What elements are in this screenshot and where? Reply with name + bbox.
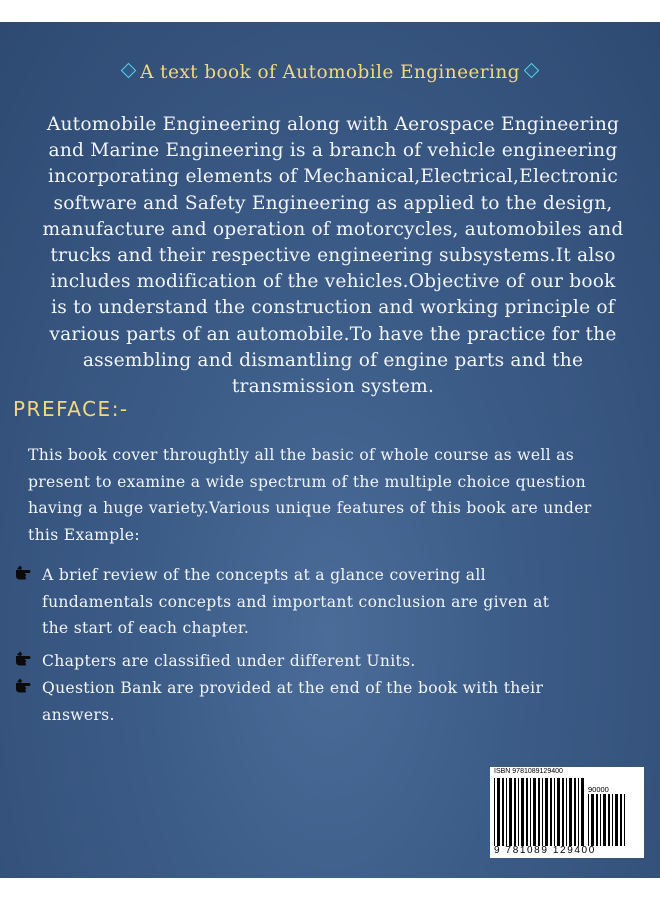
barcode-bar xyxy=(550,778,552,846)
barcode-bar xyxy=(612,794,613,846)
pointing-hand-icon xyxy=(16,678,38,694)
intro-line: is to understand the construction and working principle of xyxy=(51,297,615,319)
bullet-line: A brief review of the concepts at a glance covering all xyxy=(42,566,486,584)
feature-bullet xyxy=(20,675,620,728)
barcode-bar xyxy=(600,794,601,846)
feature-bullet xyxy=(20,648,620,675)
barcode-bar xyxy=(542,778,543,846)
barcode-bar xyxy=(526,778,528,846)
barcode-bar xyxy=(574,778,576,846)
barcode-bar xyxy=(581,778,584,846)
barcode-bar xyxy=(608,794,610,846)
diamond-icon xyxy=(524,63,540,79)
barcode-bar xyxy=(494,778,495,846)
book-title-text: A text book of Automobile Engineering xyxy=(140,62,520,83)
barcode-bars xyxy=(494,778,586,846)
price-barcode-bars xyxy=(588,794,628,846)
barcode-bar xyxy=(557,778,560,846)
intro-line: various parts of an automobile.To have the practice for the xyxy=(49,323,617,345)
barcode-bar xyxy=(578,778,579,846)
barcode-bar xyxy=(591,794,594,846)
intro-line: assembling and dismantling of engine parts and the xyxy=(82,349,584,371)
bullet-line: Question Bank are provided at the end of the book with their xyxy=(42,679,544,697)
barcode-bar xyxy=(588,794,589,846)
bullet-line: fundamentals concepts and important conclusion are given at xyxy=(42,592,550,611)
intro-paragraph xyxy=(30,112,636,400)
preface-line: This book cover throughtly all the basic of whole course as well as xyxy=(28,446,575,464)
price-code: 90000 xyxy=(588,785,609,794)
barcode-bar xyxy=(603,794,606,846)
feature-bullet xyxy=(20,562,620,642)
barcode-bar xyxy=(538,778,540,846)
barcode-bar xyxy=(521,778,524,846)
pointing-hand-icon xyxy=(16,651,38,667)
barcode-bar xyxy=(502,778,504,846)
bullet-line: answers. xyxy=(42,705,115,724)
preface-heading: PREFACE:- xyxy=(13,397,129,421)
intro-line: manufacture and operation of motorcycles, automobiles and xyxy=(42,218,624,240)
barcode-bar xyxy=(566,778,567,846)
preface-line: this Example: xyxy=(28,525,140,544)
isbn-label: ISBN 9781089129400 xyxy=(494,768,563,775)
isbn-barcode xyxy=(490,767,644,858)
intro-line: incorporating elements of Mechanical,Electrical,Electronic xyxy=(48,166,618,188)
intro-line: trucks and their respective engineering subsystems.It also xyxy=(50,245,616,267)
barcode-bar xyxy=(620,794,622,846)
barcode-bar xyxy=(509,778,512,846)
bullet-line: Chapters are classified under different Units. xyxy=(42,652,416,670)
pointing-hand-icon xyxy=(16,565,38,581)
barcode-bar xyxy=(530,778,531,846)
preface-line: present to examine a wide spectrum of the multiple choice question xyxy=(28,472,586,491)
barcode-bar xyxy=(615,794,618,846)
intro-line: transmission system. xyxy=(231,376,435,398)
barcode-bar xyxy=(569,778,572,846)
barcode-bar xyxy=(514,778,516,846)
intro-line: Automobile Engineering along with Aerospace Engineering xyxy=(46,114,620,135)
bullet-line: the start of each chapter. xyxy=(42,619,250,637)
diamond-icon xyxy=(121,63,137,79)
barcode-bar xyxy=(506,778,507,846)
intro-line: software and Safety Engineering as applied to the design, xyxy=(53,192,613,214)
book-back-cover xyxy=(0,22,660,878)
barcode-bar xyxy=(562,778,564,846)
book-title xyxy=(0,62,660,83)
barcode-bar xyxy=(497,778,500,846)
barcode-number: 9 781089 129400 xyxy=(494,845,596,856)
preface-paragraph xyxy=(28,442,633,548)
barcode-bar xyxy=(596,794,598,846)
intro-line: and Marine Engineering is a branch of vehicle engineering xyxy=(48,140,618,162)
barcode-bar xyxy=(533,778,536,846)
barcode-bar xyxy=(624,794,625,846)
intro-line: includes modification of the vehicles.Objective of our book xyxy=(50,271,616,293)
barcode-bar xyxy=(545,778,548,846)
barcode-bar xyxy=(518,778,519,846)
preface-line: having a huge variety.Various unique features of this book are under xyxy=(28,499,592,517)
barcode-bar xyxy=(554,778,555,846)
